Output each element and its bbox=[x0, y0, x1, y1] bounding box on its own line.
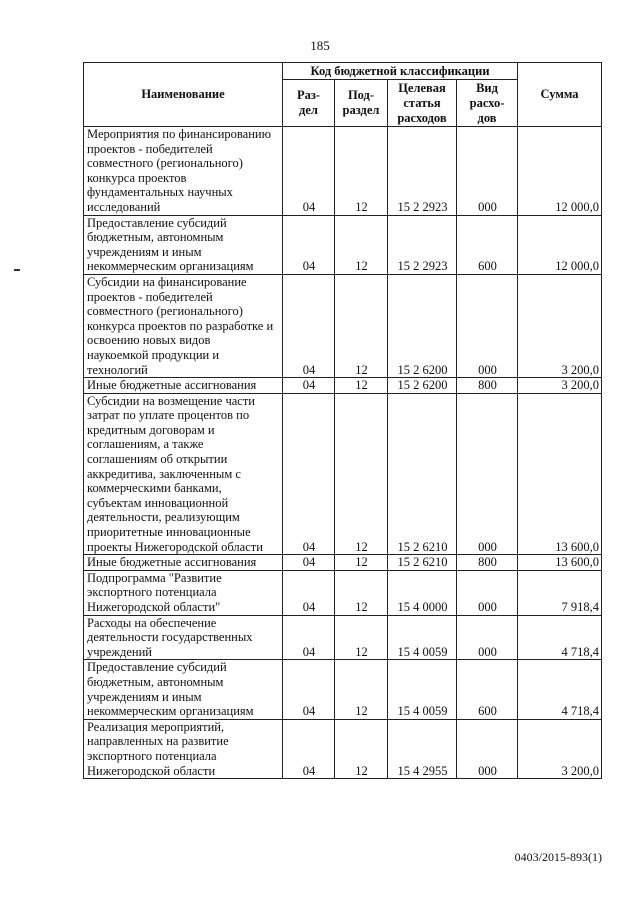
row-target: 15 4 0000 bbox=[388, 570, 457, 615]
row-name: Подпрограмма "Развитие экспортного потенциала Нижегородской области" bbox=[84, 570, 283, 615]
row-name: Предоставление субсидий бюджетным, автономным учреждениям и иным некоммерческим организациям bbox=[84, 215, 283, 274]
row-target: 15 2 6210 bbox=[388, 393, 457, 555]
row-sum: 12 000,0 bbox=[518, 127, 602, 216]
row-razdel: 04 bbox=[283, 719, 335, 778]
row-vid: 000 bbox=[457, 393, 518, 555]
header-vid: Вид расхо- дов bbox=[457, 80, 518, 127]
table-row bbox=[84, 215, 602, 274]
row-vid: 800 bbox=[457, 378, 518, 394]
row-razdel: 04 bbox=[283, 555, 335, 571]
row-podrazdel: 12 bbox=[335, 719, 388, 778]
row-podrazdel: 12 bbox=[335, 274, 388, 377]
row-razdel: 04 bbox=[283, 274, 335, 377]
row-name: Расходы на обеспечение деятельности государственных учреждений bbox=[84, 615, 283, 660]
row-vid: 000 bbox=[457, 127, 518, 216]
table-row bbox=[84, 274, 602, 377]
row-sum: 7 918,4 bbox=[518, 570, 602, 615]
table-row bbox=[84, 570, 602, 615]
row-target: 15 4 2955 bbox=[388, 719, 457, 778]
row-name: Иные бюджетные ассигнования bbox=[84, 555, 283, 571]
row-podrazdel: 12 bbox=[335, 555, 388, 571]
row-name: Мероприятия по финансированию проектов - победителей совместного (регионального) конкурса проектов фундаментальных научных исследований bbox=[84, 127, 283, 216]
row-vid: 000 bbox=[457, 615, 518, 660]
row-sum: 4 718,4 bbox=[518, 615, 602, 660]
row-razdel: 04 bbox=[283, 393, 335, 555]
document-code: 0403/2015-893(1) bbox=[514, 850, 602, 864]
header-razdel: Раз- дел bbox=[283, 80, 335, 127]
row-podrazdel: 12 bbox=[335, 393, 388, 555]
row-target: 15 4 0059 bbox=[388, 660, 457, 719]
row-sum: 13 600,0 bbox=[518, 393, 602, 555]
row-razdel: 04 bbox=[283, 660, 335, 719]
row-vid: 600 bbox=[457, 215, 518, 274]
row-sum: 3 200,0 bbox=[518, 274, 602, 377]
margin-mark bbox=[14, 269, 20, 271]
row-sum: 3 200,0 bbox=[518, 378, 602, 394]
row-sum: 13 600,0 bbox=[518, 555, 602, 571]
budget-table bbox=[83, 62, 602, 779]
table-row bbox=[84, 393, 602, 555]
row-razdel: 04 bbox=[283, 215, 335, 274]
row-sum: 3 200,0 bbox=[518, 719, 602, 778]
page-number: 185 bbox=[310, 38, 330, 53]
header-name: Наименование bbox=[84, 63, 283, 127]
row-podrazdel: 12 bbox=[335, 127, 388, 216]
header-code-group: Код бюджетной классификации bbox=[283, 63, 518, 80]
row-podrazdel: 12 bbox=[335, 215, 388, 274]
row-razdel: 04 bbox=[283, 615, 335, 660]
header-sum: Сумма bbox=[518, 63, 602, 127]
row-name: Иные бюджетные ассигнования bbox=[84, 378, 283, 394]
row-target: 15 2 2923 bbox=[388, 127, 457, 216]
table-row bbox=[84, 555, 602, 571]
table-row bbox=[84, 378, 602, 394]
header-target: Целевая статья расходов bbox=[388, 80, 457, 127]
row-target: 15 2 6200 bbox=[388, 274, 457, 377]
header-podrazdel: Под- раздел bbox=[335, 80, 388, 127]
row-razdel: 04 bbox=[283, 378, 335, 394]
row-podrazdel: 12 bbox=[335, 378, 388, 394]
row-vid: 000 bbox=[457, 274, 518, 377]
row-target: 15 2 6210 bbox=[388, 555, 457, 571]
table-row bbox=[84, 615, 602, 660]
row-name: Субсидии на возмещение части затрат по уплате процентов по кредитным договорам и соглашениям, а также соглашениям об открытии аккредитива, заключенным с коммерческими банками, субъектам инновационной деятельности, реализующим приоритетные инновационные проекты Нижегородской области bbox=[84, 393, 283, 555]
row-name: Субсидии на финансирование проектов - победителей совместного (регионального) конкурса проектов по разработке и освоению новых видов наукоемкой продукции и технологий bbox=[84, 274, 283, 377]
row-razdel: 04 bbox=[283, 127, 335, 216]
row-name: Предоставление субсидий бюджетным, автономным учреждениям и иным некоммерческим организациям bbox=[84, 660, 283, 719]
row-name: Реализация мероприятий, направленных на развитие экспортного потенциала Нижегородской области bbox=[84, 719, 283, 778]
row-razdel: 04 bbox=[283, 570, 335, 615]
row-target: 15 2 2923 bbox=[388, 215, 457, 274]
row-podrazdel: 12 bbox=[335, 660, 388, 719]
row-podrazdel: 12 bbox=[335, 615, 388, 660]
row-target: 15 2 6200 bbox=[388, 378, 457, 394]
row-target: 15 4 0059 bbox=[388, 615, 457, 660]
row-vid: 000 bbox=[457, 570, 518, 615]
row-sum: 4 718,4 bbox=[518, 660, 602, 719]
row-vid: 000 bbox=[457, 719, 518, 778]
row-sum: 12 000,0 bbox=[518, 215, 602, 274]
table-row bbox=[84, 719, 602, 778]
row-vid: 800 bbox=[457, 555, 518, 571]
row-podrazdel: 12 bbox=[335, 570, 388, 615]
table-row bbox=[84, 127, 602, 216]
row-vid: 600 bbox=[457, 660, 518, 719]
table-row bbox=[84, 660, 602, 719]
